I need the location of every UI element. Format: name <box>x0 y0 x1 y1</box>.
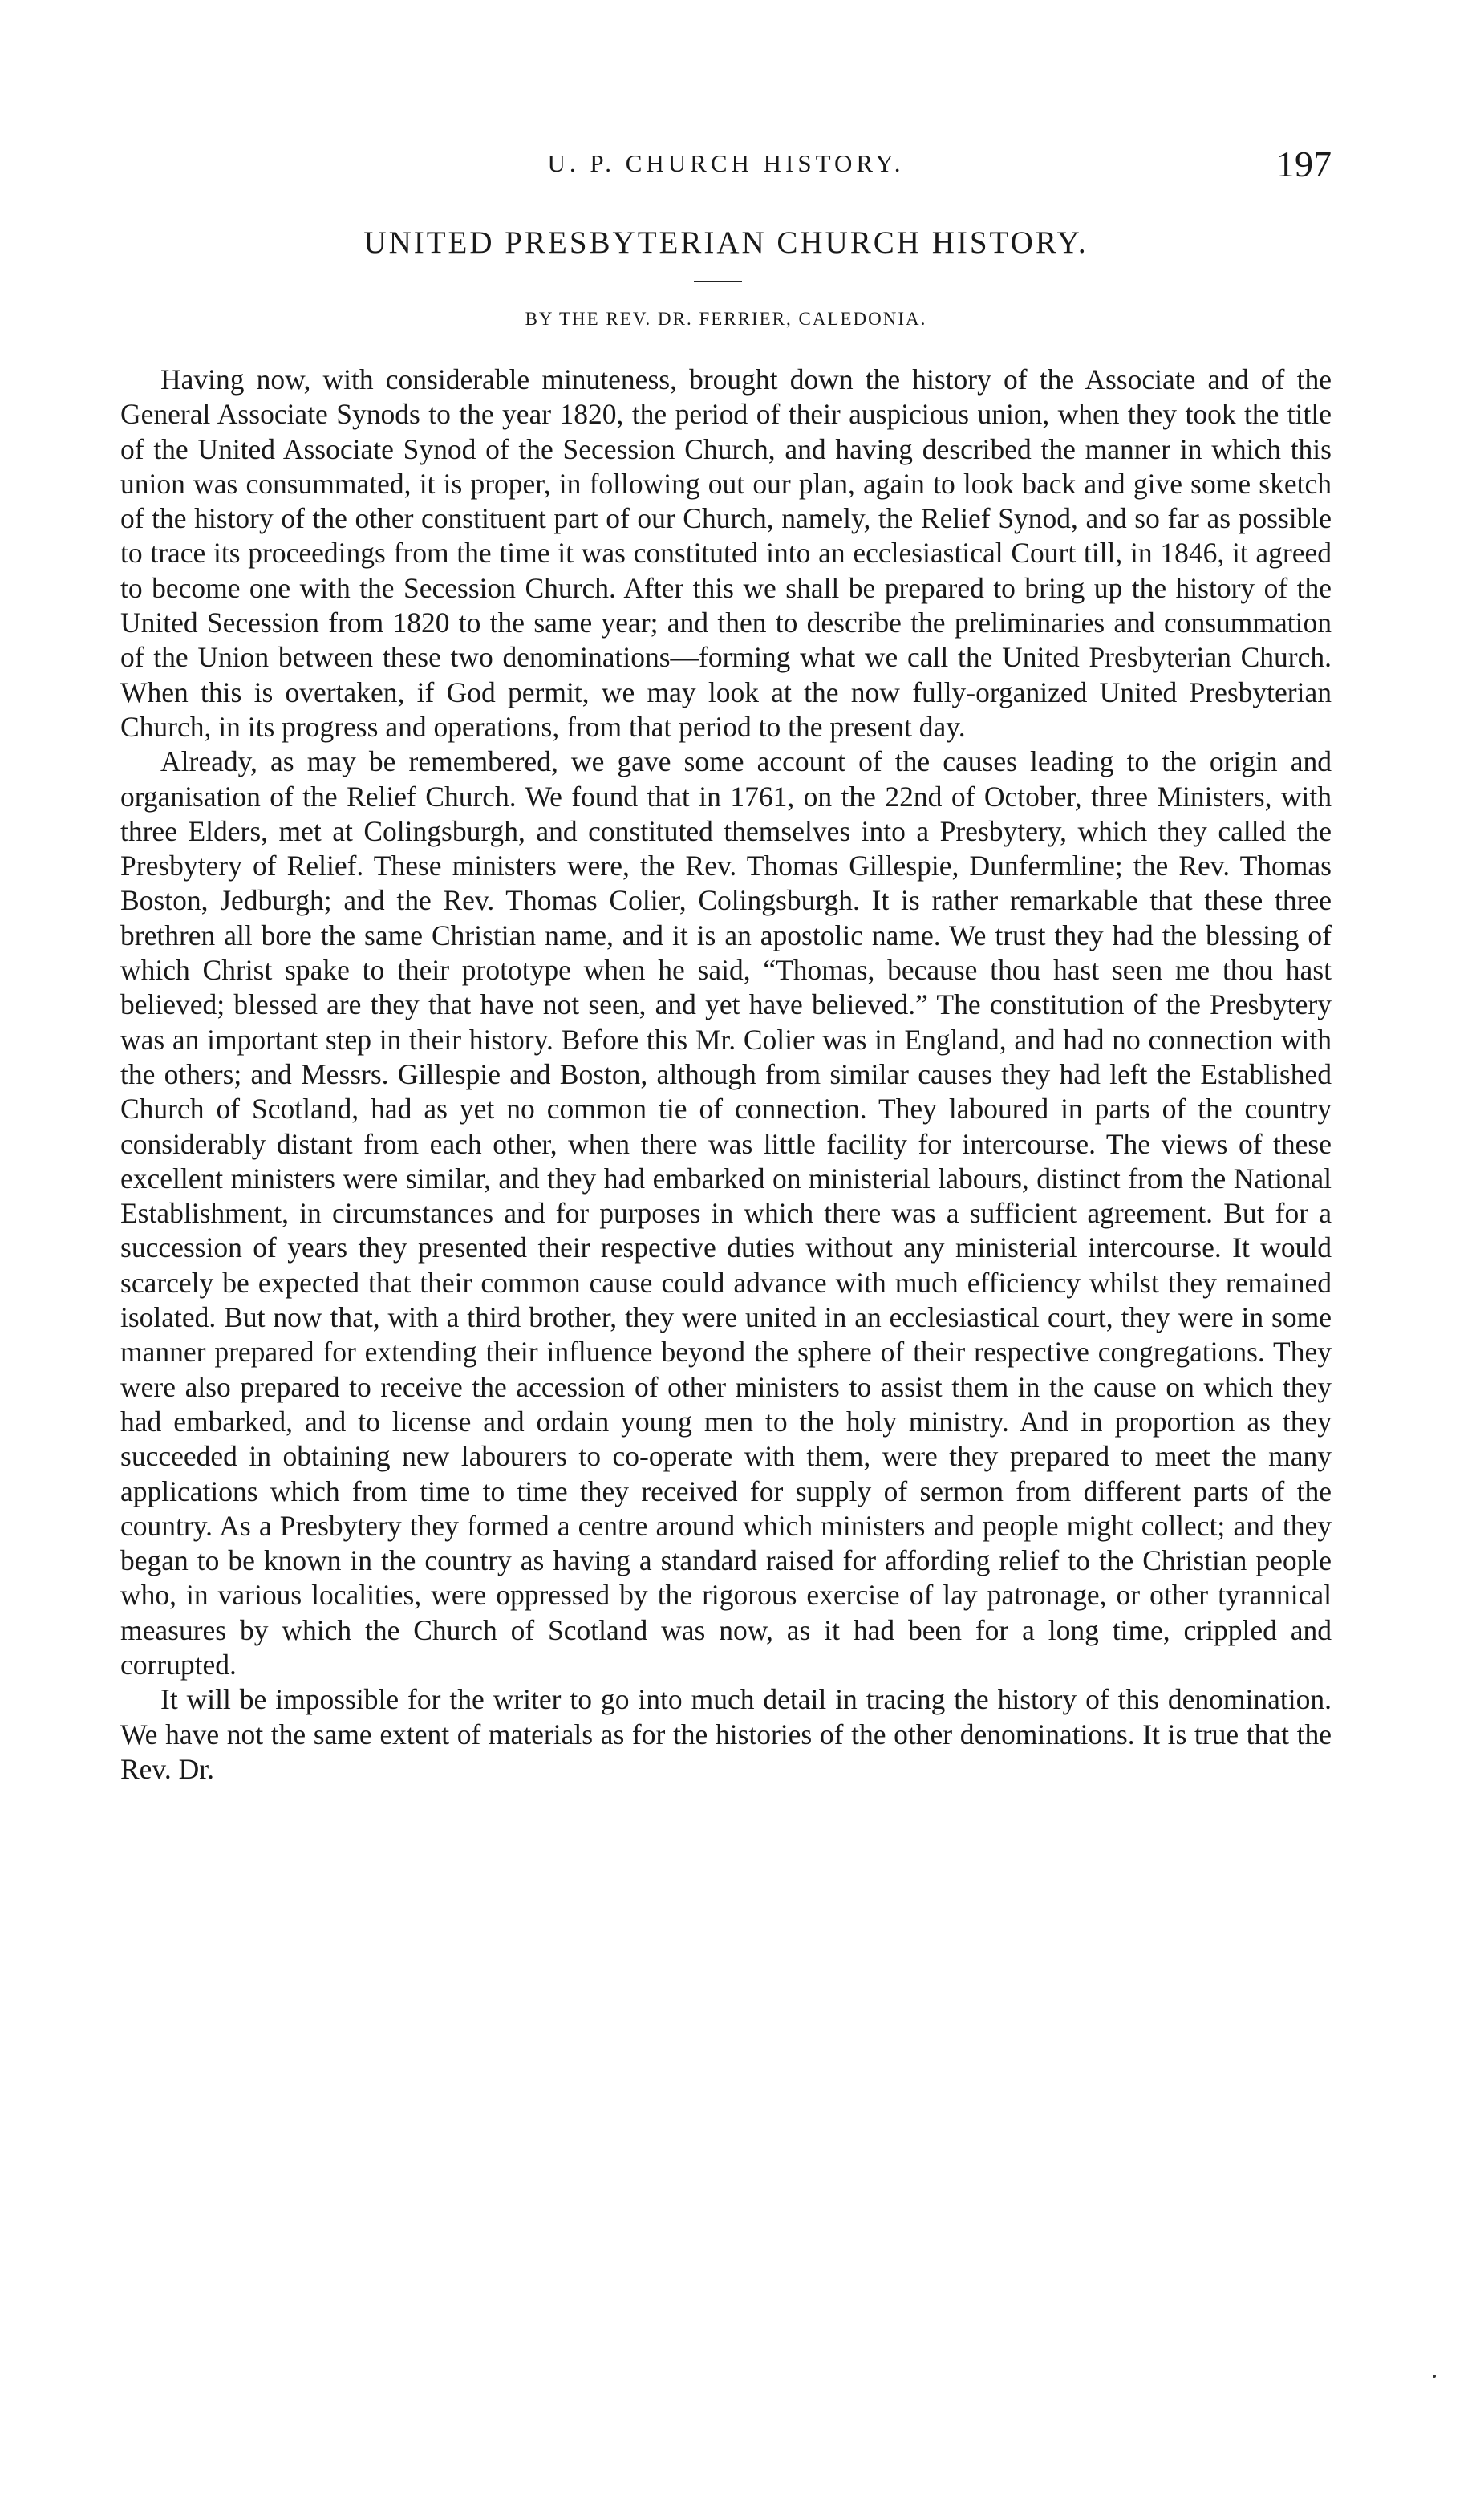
page-number: 197 <box>1276 144 1332 185</box>
running-head <box>120 143 1332 191</box>
running-title: U. P. CHURCH HISTORY. <box>547 149 905 177</box>
paragraph-relief-origins: Already, as may be remembered, we gave some account of the causes leading to the origin and organisation of the Relief Church. We found that in 1761, on the 22nd of October, three Ministers, with three Elders, met at Colingsburgh, and constituted themselves into a Presbytery, which they called the Presbytery of Relief. These ministers were, the Rev. Thomas Gillespie, Dunfermline; the Rev. Thomas Boston, Jedburgh; and the Rev. Thomas Colier, Colingsburgh. It is rather remarkable that these three brethren all bore the same Christian name, and it is an apostolic name. We trust they had the blessing of which Christ spake to their prototype when he said, “Thomas, because thou hast seen me thou hast believed; blessed are they that have not seen, and yet have believed.” The constitution of the Presbytery was an important step in their history. Before this Mr. Colier was in England, and had no connection with the others; and Messrs. Gillespie and Boston, although from similar causes they had left the Established Church of Scotland, had as yet no common tie of connection. They laboured in parts of the country considerably distant from each other, when there was little facility for intercourse. The views of these excellent ministers were similar, and they had embarked on ministerial labours, distinct from the National Establishment, in circumstances and for purposes in which there was a sufficient agreement. But for a succession of years they presented their respective duties without any ministerial intercourse. It would scarcely be expected that their common cause could advance with much efficiency whilst they remained isolated. But now that, with a third brother, they were united in an ecclesiastical court, they were in some manner prepared for extending their influence beyond the sphere of their respective congregations. They were also prepared to receive the accession of other ministers to assist them in the cause on which they had embarked, and to license and ordain young men to the holy ministry. And in proportion as they succeeded in obtaining new labourers to co-operate with them, were they prepared to meet the many applications which from time to time they received for supply of sermon from different parts of the country. As a Presbytery they formed a centre around which ministers and people might collect; and they began to be known in the country as having a standard raised for affording relief to the Christian people who, in various localities, were oppressed by the rigorous exercise of lay patronage, or other tyrannical measures by which the Church of Scotland was now, as it had been for a long time, crippled and corrupted. <box>120 745 1332 1681</box>
page-speck <box>1433 2375 1436 2378</box>
article-body <box>120 363 1332 1787</box>
article-title: UNITED PRESBYTERIAN CHURCH HISTORY. <box>363 225 1089 260</box>
title-rule <box>694 281 742 282</box>
paragraph-intro: Having now, with considerable minuteness, brought down the history of the Associate and of the General Associate Synods to the year 1820, the period of their auspicious union, when they took the title of the United Associate Synod of the Secession Church, and having described the manner in which this union was consummated, it is proper, in following out our plan, again to look back and give some sketch of the history of the other constituent part of our Church, namely, the Relief Synod, and so far as possible to trace its proceedings from the time it was constituted into an ecclesiastical Court till, in 1846, it agreed to become one with the Secession Church. After this we shall be prepared to bring up the history of the United Secession from 1820 to the same year; and then to describe the preliminaries and consummation of the Union between these two denominations—forming what we call the United Presbyterian Church. When this is overtaken, if God permit, we may look at the now fully-organized United Presbyterian Church, in its progress and operations, from that period to the present day. <box>120 363 1332 743</box>
byline: BY THE REV. DR. FERRIER, CALEDONIA. <box>525 309 927 329</box>
paragraph-sources: It will be impossible for the writer to go into much detail in tracing the history of this denomination. We have not the same extent of materials as for the histories of the other denominations. It is true that the Rev. Dr. <box>120 1683 1332 1785</box>
